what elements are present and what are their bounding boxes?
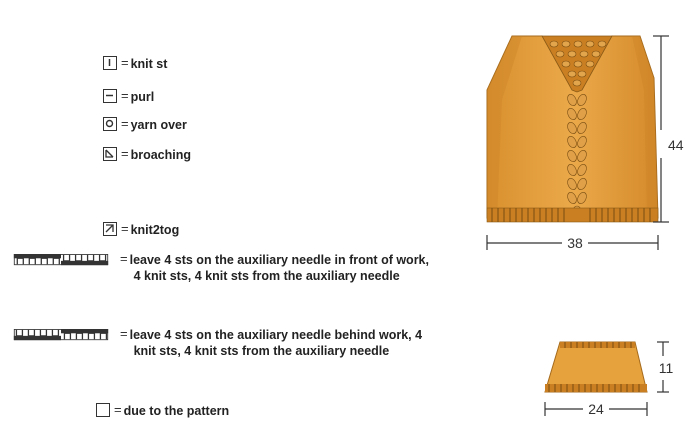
empty-square-symbol bbox=[96, 403, 110, 417]
vest-width-label: 38 bbox=[567, 235, 583, 251]
legend-yarn-over: = yarn over bbox=[103, 117, 187, 133]
legend-broaching: = broaching bbox=[103, 147, 191, 163]
collar-height-label: 11 bbox=[658, 360, 674, 376]
legend-label: leave 4 sts on the auxiliary needle in front of work, 4 knit sts, 4 knit sts from the auxiliary needle bbox=[129, 253, 429, 283]
legend-label: knit st bbox=[130, 57, 168, 71]
knit2tog-symbol bbox=[103, 222, 117, 236]
broaching-symbol bbox=[103, 147, 117, 161]
legend-label: leave 4 sts on the auxiliary needle behind work, 4 knit sts, 4 knit sts from the auxiliary needle bbox=[129, 328, 423, 358]
vest-diagram bbox=[482, 30, 682, 292]
yarn-over-symbol bbox=[103, 117, 117, 131]
legend-cable-back: = leave 4 sts on the auxiliary needle behind work, 4 knit sts, 4 knit sts from the auxiliary needle bbox=[6, 327, 422, 359]
collar-diagram bbox=[535, 338, 685, 430]
legend-cable-front: = leave 4 sts on the auxiliary needle in front of work, 4 knit sts, 4 knit sts from the auxiliary needle bbox=[6, 252, 429, 284]
legend-label: yarn over bbox=[130, 118, 187, 132]
vest-height-label: 44 bbox=[668, 137, 684, 153]
legend-knit2tog: = knit2tog bbox=[103, 222, 179, 238]
cable-back-symbol bbox=[6, 329, 116, 341]
legend-due-to-pattern: = due to the pattern bbox=[96, 403, 229, 419]
purl-symbol bbox=[103, 89, 117, 103]
legend-label: broaching bbox=[130, 148, 192, 162]
legend-knit-st: = knit st bbox=[103, 56, 167, 72]
legend-label: due to the pattern bbox=[123, 404, 230, 418]
collar-width-label: 24 bbox=[588, 401, 604, 417]
knit-stitch-symbol bbox=[103, 56, 117, 70]
legend-purl: = purl bbox=[103, 89, 154, 105]
legend-label: knit2tog bbox=[130, 223, 180, 237]
cable-front-symbol bbox=[6, 254, 116, 266]
legend-label: purl bbox=[130, 90, 155, 104]
